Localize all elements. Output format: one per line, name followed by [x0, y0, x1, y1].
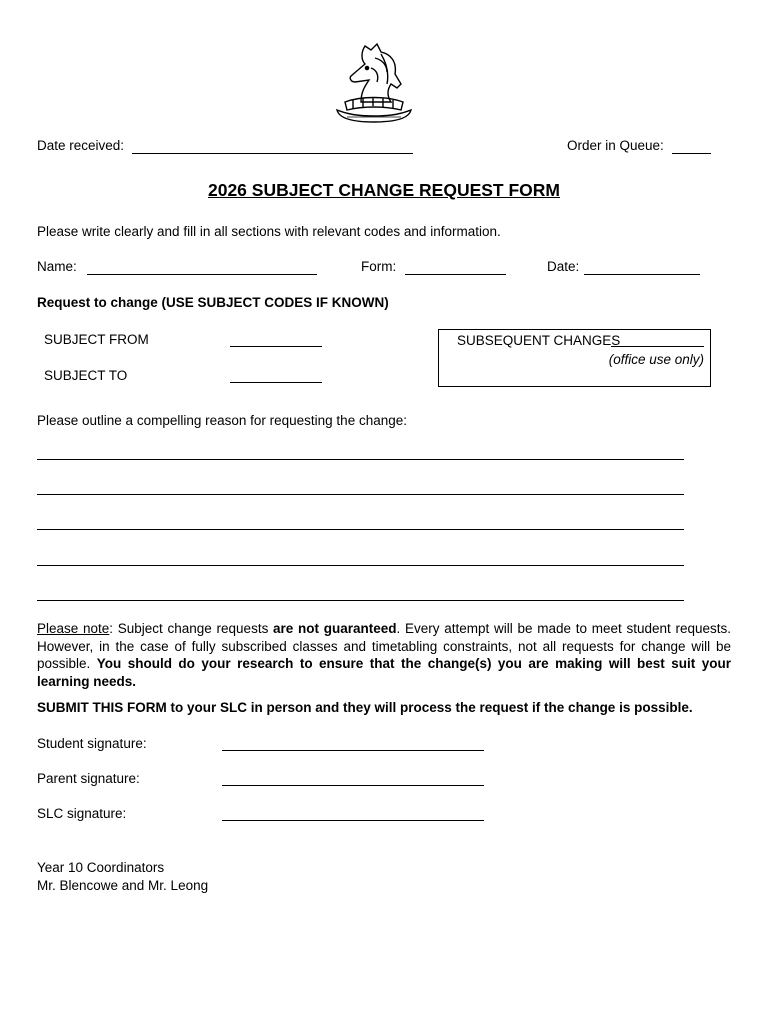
- note-paragraph: [37, 620, 731, 690]
- school-crest-logo: [331, 40, 417, 124]
- coordinators-title: Year 10 Coordinators: [37, 860, 165, 875]
- reason-prompt: Please outline a compelling reason for requesting the change:: [37, 413, 407, 428]
- slc-signature-field[interactable]: [222, 820, 484, 821]
- note-rest: . Every attempt will be made to meet student requests. However, in the case of fully subscribed classes and timetabling constraints, not all requests for change will be possible.: [37, 621, 731, 671]
- note-colon: : Subject change requests: [109, 621, 274, 636]
- date-received-label: Date received:: [37, 138, 125, 153]
- student-signature-field[interactable]: [222, 750, 484, 751]
- subject-to-label: SUBJECT TO: [44, 368, 128, 383]
- note-prefix: Please note: [37, 621, 110, 636]
- subject-from-field[interactable]: [230, 346, 322, 347]
- parent-signature-label: Parent signature:: [37, 771, 140, 786]
- subsequent-changes-field[interactable]: [611, 346, 704, 347]
- slc-signature-label: SLC signature:: [37, 806, 127, 821]
- reason-line-5[interactable]: [37, 600, 684, 601]
- order-in-queue-label: Order in Queue:: [567, 138, 664, 153]
- name-label: Name:: [37, 259, 77, 274]
- reason-line-2[interactable]: [37, 494, 684, 495]
- subject-from-label: SUBJECT FROM: [44, 332, 149, 347]
- order-in-queue-field[interactable]: [672, 153, 711, 154]
- reason-line-1[interactable]: [37, 459, 684, 460]
- submit-instruction: SUBMIT THIS FORM to your SLC in person and they will process the request if the change is possible.: [37, 700, 693, 715]
- instructions-text: Please write clearly and fill in all sections with relevant codes and information.: [37, 224, 501, 239]
- reason-line-4[interactable]: [37, 565, 684, 566]
- name-field[interactable]: [87, 274, 317, 275]
- coordinators-names: Mr. Blencowe and Mr. Leong: [37, 878, 209, 893]
- form-field[interactable]: [405, 274, 506, 275]
- reason-line-3[interactable]: [37, 529, 684, 530]
- date-label: Date:: [547, 259, 580, 274]
- form-label: Form:: [361, 259, 397, 274]
- form-title: 2026 SUBJECT CHANGE REQUEST FORM: [207, 180, 560, 200]
- student-signature-label: Student signature:: [37, 736, 147, 751]
- note-research-advice: You should do your research to ensure that the change(s) you are making will best suit your learning needs.: [37, 656, 731, 689]
- date-received-field[interactable]: [132, 153, 413, 154]
- request-heading: Request to change (USE SUBJECT CODES IF KNOWN): [37, 295, 389, 310]
- note-not-guaranteed: are not guaranteed: [273, 621, 397, 636]
- office-use-note: (office use only): [608, 352, 704, 367]
- date-field[interactable]: [584, 274, 700, 275]
- subsequent-changes-label: SUBSEQUENT CHANGES: [457, 333, 621, 348]
- parent-signature-field[interactable]: [222, 785, 484, 786]
- subject-to-field[interactable]: [230, 382, 322, 383]
